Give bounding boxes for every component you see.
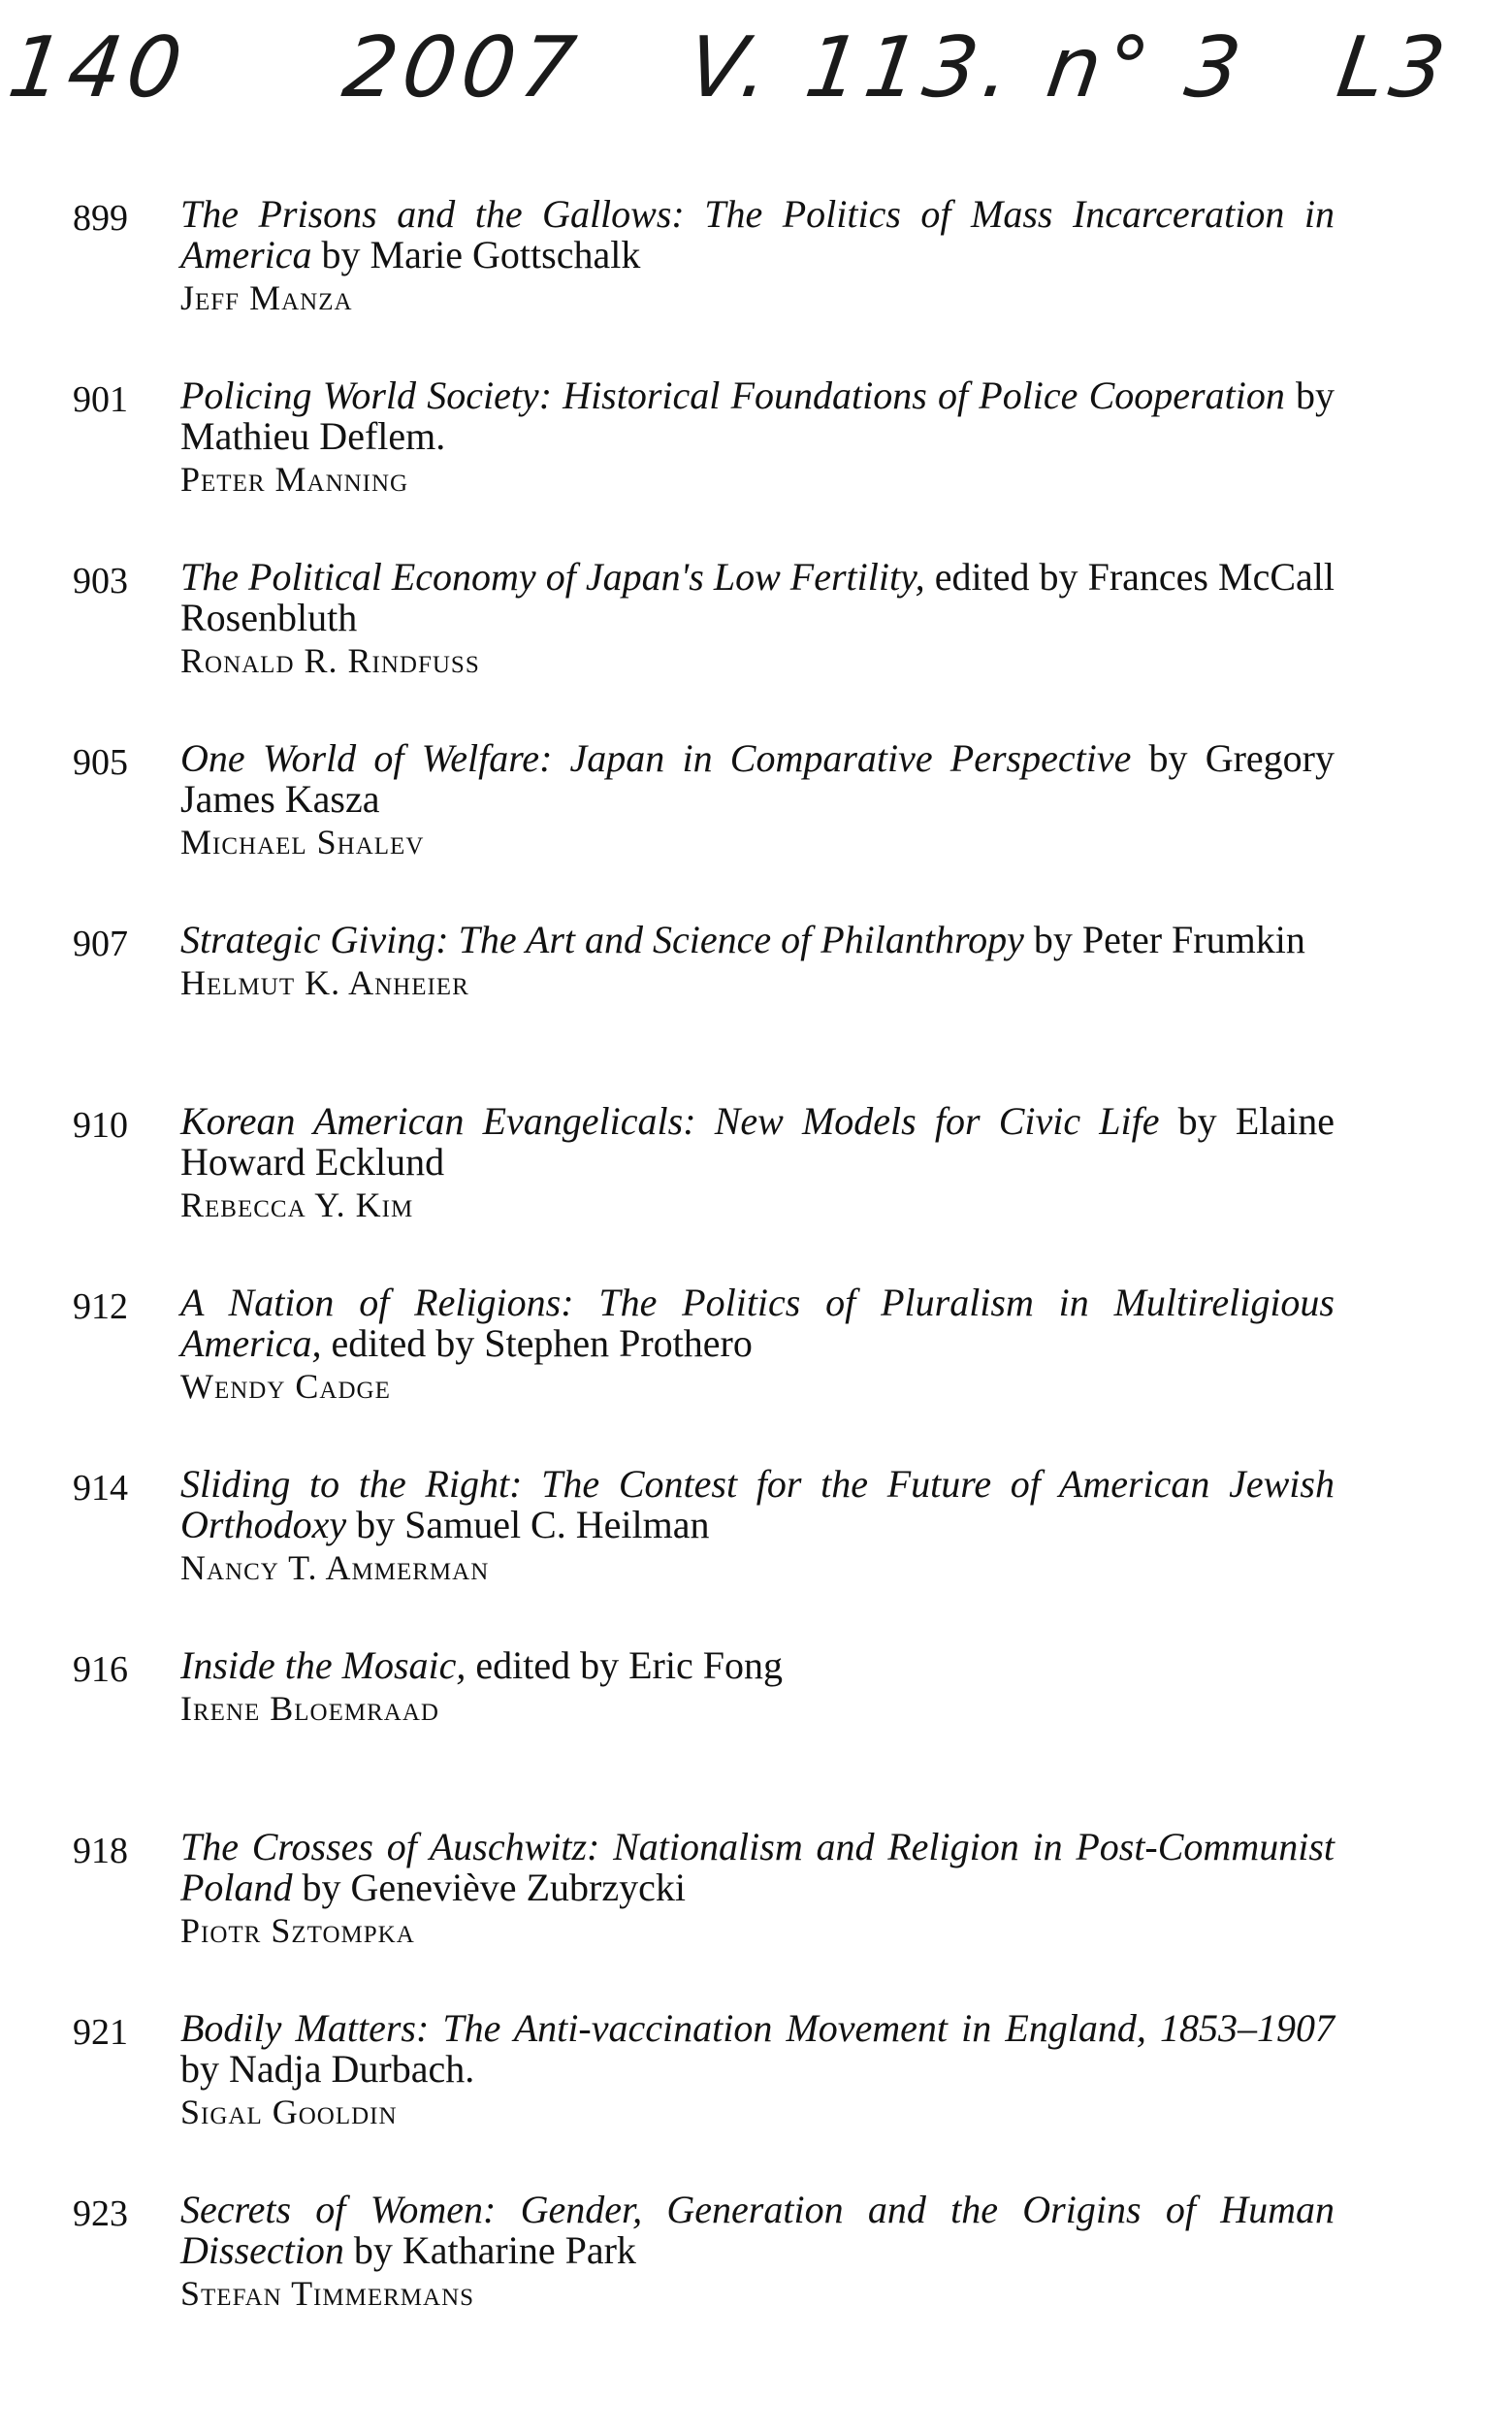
book-byline: by Samuel C. Heilman (346, 1503, 710, 1546)
entry-body (180, 1101, 1335, 1227)
handwritten-volume: V. 113. n° 3 (681, 19, 1253, 116)
page-number: 901 (73, 379, 128, 420)
book-citation (180, 1282, 1335, 1364)
book-byline: edited by Eric Fong (466, 1643, 783, 1687)
review-entry (0, 1101, 1512, 1282)
book-citation (180, 920, 1335, 960)
page-number: 899 (73, 198, 128, 239)
page-number: 907 (73, 924, 128, 964)
book-title: One World of Welfare: Japan in Comparative Perspective (180, 736, 1132, 780)
reviewer-name: Ronald R. Rindfuss (180, 641, 480, 680)
book-title: The Crosses of Auschwitz: Nationalism and Religion in Post-Communist Poland (180, 1825, 1335, 1909)
handwritten-annotation (0, 19, 1512, 136)
page-number: 905 (73, 742, 128, 783)
review-list (0, 194, 1512, 2371)
reviewer-name: Stefan Timmermans (180, 2274, 475, 2313)
page-number: 916 (73, 1649, 128, 1690)
book-byline: by Katharine Park (343, 2228, 636, 2272)
page-number: 910 (73, 1105, 128, 1146)
book-citation (180, 375, 1335, 457)
book-citation (180, 557, 1335, 638)
book-citation (180, 1645, 1335, 1686)
entry-body (180, 194, 1335, 320)
review-entry (0, 2008, 1512, 2190)
page-number: 912 (73, 1286, 128, 1327)
handwritten-call-number: 140 (2, 19, 194, 116)
book-title: The Political Economy of Japan's Low Fertility, (180, 555, 925, 599)
book-title: Sliding to the Right: The Contest for the Future of American Jewish Orthodoxy (180, 1462, 1335, 1546)
page-number: 921 (73, 2012, 128, 2053)
book-title: Strategic Giving: The Art and Science of Philanthropy (180, 918, 1024, 961)
book-title: Bodily Matters: The Anti-vaccination Movement in England, 1853–1907 (180, 2006, 1335, 2050)
reviewer-name: Sigal Gooldin (180, 2093, 398, 2131)
book-byline: by Geneviève Zubrzycki (292, 1866, 686, 1909)
reviewer-name: Piotr Sztompka (180, 1911, 415, 1950)
book-byline: by Nadja Durbach. (180, 2047, 475, 2091)
entry-body (180, 1645, 1335, 1731)
entry-body (180, 557, 1335, 683)
book-title: The Prisons and the Gallows: The Politics of Mass Incarceration in America (180, 192, 1335, 276)
book-citation (180, 194, 1335, 276)
handwritten-mark: L3 (1331, 19, 1457, 116)
review-entry (0, 738, 1512, 920)
reviewer-name: Peter Manning (180, 460, 409, 499)
book-title: Inside the Mosaic, (180, 1643, 466, 1687)
review-entry (0, 1464, 1512, 1645)
reviewer-name: Jeff Manza (180, 278, 353, 317)
entry-body (180, 2190, 1335, 2316)
entry-body (180, 375, 1335, 502)
page-number: 903 (73, 561, 128, 601)
page-number: 914 (73, 1468, 128, 1509)
review-entry (0, 557, 1512, 738)
entry-body (180, 2008, 1335, 2134)
review-entry (0, 1282, 1512, 1464)
reviewer-name: Wendy Cadge (180, 1367, 391, 1406)
book-byline: by Mathieu Deflem. (180, 373, 1335, 458)
book-citation (180, 2008, 1335, 2090)
book-title: A Nation of Religions: The Politics of Pluralism in Multireligious America, (180, 1281, 1335, 1365)
handwritten-year: 2007 (337, 19, 587, 116)
review-entry (0, 194, 1512, 375)
review-entry (0, 920, 1512, 1101)
book-byline: by Elaine Howard Ecklund (180, 1099, 1335, 1184)
page-number: 918 (73, 1831, 128, 1871)
reviewer-name: Irene Bloemraad (180, 1689, 439, 1728)
book-byline: edited by Stephen Prothero (321, 1321, 753, 1365)
book-citation (180, 1827, 1335, 1908)
book-title: Policing World Society: Historical Foundations of Police Cooperation (180, 373, 1285, 417)
book-title: Secrets of Women: Gender, Generation and the Origins of Human Dissection (180, 2188, 1335, 2272)
entry-body (180, 1282, 1335, 1409)
entry-body (180, 1827, 1335, 1953)
reviewer-name: Nancy T. Ammerman (180, 1548, 490, 1587)
entry-body (180, 738, 1335, 864)
reviewer-name: Helmut K. Anheier (180, 963, 469, 1002)
book-byline: by Peter Frumkin (1023, 918, 1305, 961)
book-citation (180, 2190, 1335, 2271)
review-entry (0, 1827, 1512, 2008)
review-entry (0, 1645, 1512, 1827)
review-entry (0, 2190, 1512, 2371)
reviewer-name: Michael Shalev (180, 823, 425, 861)
review-entry (0, 375, 1512, 557)
reviewer-name: Rebecca Y. Kim (180, 1185, 414, 1224)
page-number: 923 (73, 2193, 128, 2234)
entry-body (180, 1464, 1335, 1590)
book-byline: by Marie Gottschalk (311, 233, 641, 276)
book-byline: edited by Frances McCall Rosenbluth (180, 555, 1335, 639)
entry-body (180, 920, 1335, 1005)
book-citation (180, 738, 1335, 820)
book-title: Korean American Evangelicals: New Models for Civic Life (180, 1099, 1160, 1143)
book-byline: by Gregory James Kasza (180, 736, 1335, 821)
book-citation (180, 1101, 1335, 1183)
book-citation (180, 1464, 1335, 1545)
